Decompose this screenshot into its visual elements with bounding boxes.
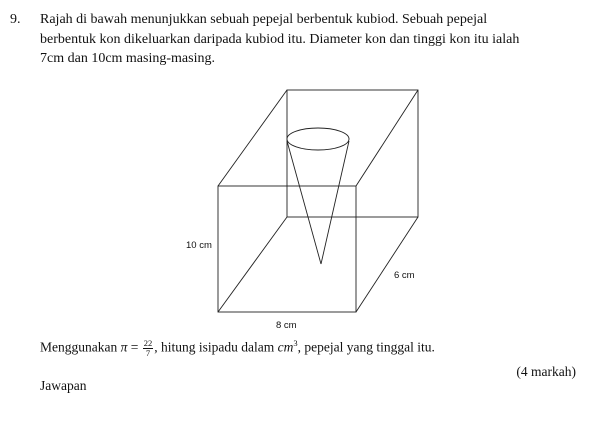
pi-fraction [143,339,154,358]
label-width: 8 cm [276,320,297,331]
label-depth: 6 cm [394,270,415,281]
cuboid-edge-bottom-right [356,217,418,312]
cuboid-edge-bottom-left [218,217,287,312]
instruction-text [40,333,435,358]
unit-text: cm [277,339,294,355]
question-line-2: berbentuk kon dikeluarkan daripada kubiod itu. Diameter kon dan tinggi kon itu ialah [40,31,520,47]
cone-side-left [287,141,321,264]
pi-symbol: π [120,339,128,355]
instruction-middle: , hitung isipadu dalam [154,339,278,355]
cone-side-right [321,141,349,264]
equals-sign: = [127,339,142,355]
label-height: 10 cm [186,240,212,251]
cone-opening [287,128,349,150]
answer-label: Jawapan [40,378,87,393]
cuboid-edge-top-left [218,90,287,186]
question-number: 9. [10,12,21,27]
unit-power: 3 [293,338,298,348]
instruction-suffix: , pepejal yang tinggal itu. [297,339,435,355]
instruction-prefix: Menggunakan [40,339,121,355]
question-line-3: 7cm dan 10cm masing-masing. [40,51,215,66]
fraction-numerator: 22 [143,337,153,348]
fraction-denominator: 7 [145,347,151,358]
marks-label: (4 markah) [516,364,576,379]
cuboid-edge-top-right [356,90,418,186]
question-line-1: Rajah di bawah menunjukkan sebuah pepejal berbentuk kubiod. Sebuah pepejal [40,12,488,27]
cuboid-back-face [287,90,418,217]
